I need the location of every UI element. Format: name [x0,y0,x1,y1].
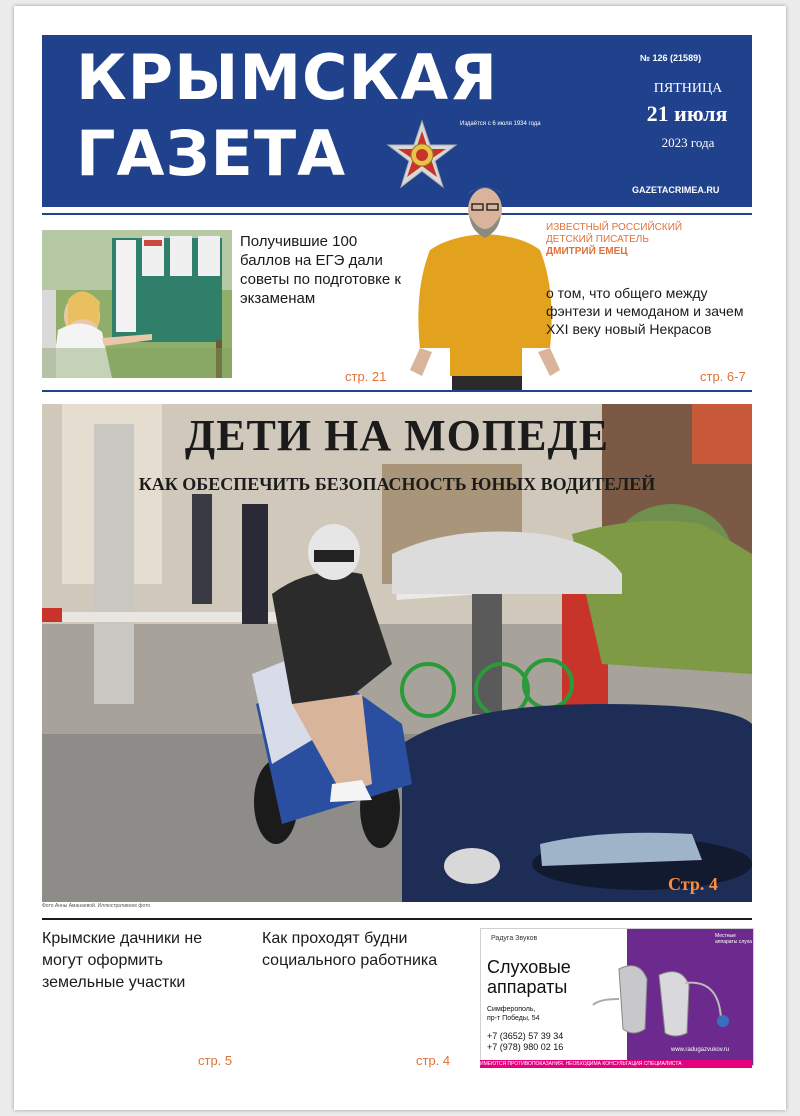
writer-tag [546,222,682,258]
ad-disclaimer: ИМЕЮТСЯ ПРОТИВОПОКАЗАНИЯ. НЕОБХОДИМА КОНСУЛЬТАЦИЯ СПЕЦИАЛИСТА [480,1060,752,1068]
teaser-social-worker-text[interactable]: Как проходят будни социального работника [262,930,438,969]
ad-website[interactable]: www.radugazvukov.ru [671,1047,730,1053]
writer-name: ДМИТРИЙ ЕМЕЦ [546,246,628,257]
ad-brand: Радуга Звуков [491,935,538,942]
ad-phone2: +7 (978) 980 02 16 [487,1042,564,1052]
ad-address-line1: Симферополь, [487,1006,536,1013]
ad-phones [487,1031,563,1053]
teaser-exam-text[interactable]: Получившие 100 баллов на ЕГЭ дали советы по подготовке к экзаменам [240,233,401,307]
issue-number: № 126 (21589) [640,53,702,63]
masthead-title-line2: ГАЗЕТА [76,117,347,190]
exam-board-photo [42,230,232,378]
teaser-writer-text[interactable]: о том, что общего между фэнтези и чемоданом и зачем XXI веку новый Некрасов [546,285,744,337]
hero-subheadline: КАК ОБЕСПЕЧИТЬ БЕЗОПАСНОСТЬ ЮНЫХ ВОДИТЕЛЕЙ [138,474,656,494]
writer-tag-line1: ИЗВЕСТНЫЙ РОССИЙСКИЙ [546,222,683,233]
hearing-aid-ad[interactable] [480,928,754,1066]
photo-caption: Фото Анны Аманаевой. Иллюстративное фото [42,903,151,909]
teaser-dachniki-text[interactable]: Крымские дачники не могут оформить земельные участки [42,930,203,991]
masthead-title-line1: КРЫМСКАЯ [76,41,498,114]
weekday: ПЯТНИЦА [653,81,723,96]
masthead [42,35,752,207]
ad-title-line2: аппараты [487,977,568,997]
masthead-divider [42,213,752,215]
ad-title-line1: Слуховые [487,957,571,977]
teaser-dachniki-page-ref[interactable]: стр. 5 [198,1053,233,1068]
teaser-writer-page-ref[interactable]: стр. 6-7 [700,369,746,384]
hearing-aid-icon [589,959,739,1039]
teaser-social-worker-page-ref[interactable]: стр. 4 [416,1053,451,1068]
ad-corner-note: Местные аппараты слуха [715,933,752,945]
hero-page-ref[interactable]: Стр. 4 [668,874,718,894]
hero-headline[interactable]: ДЕТИ НА МОПЕДЕ [184,411,610,460]
founded-note: Издаётся с 6 июля 1934 года [460,121,541,127]
teaser-exam-page-ref[interactable]: стр. 21 [345,369,387,384]
teaser-divider [42,390,752,392]
ad-phone1: +7 (3652) 57 39 34 [487,1031,564,1041]
writer-tag-line2: ДЕТСКИЙ ПИСАТЕЛЬ [546,234,649,245]
bottom-divider [42,918,752,920]
ad-address-line2: пр-т Победы, 54 [487,1015,540,1022]
issue-year: 2023 года [661,135,715,150]
website-link[interactable]: GAZETACRIMEA.RU [632,185,720,195]
writer-portrait [410,180,560,390]
ad-address [487,1005,540,1023]
issue-date: 21 июля [646,101,728,126]
ad-title [487,957,571,997]
